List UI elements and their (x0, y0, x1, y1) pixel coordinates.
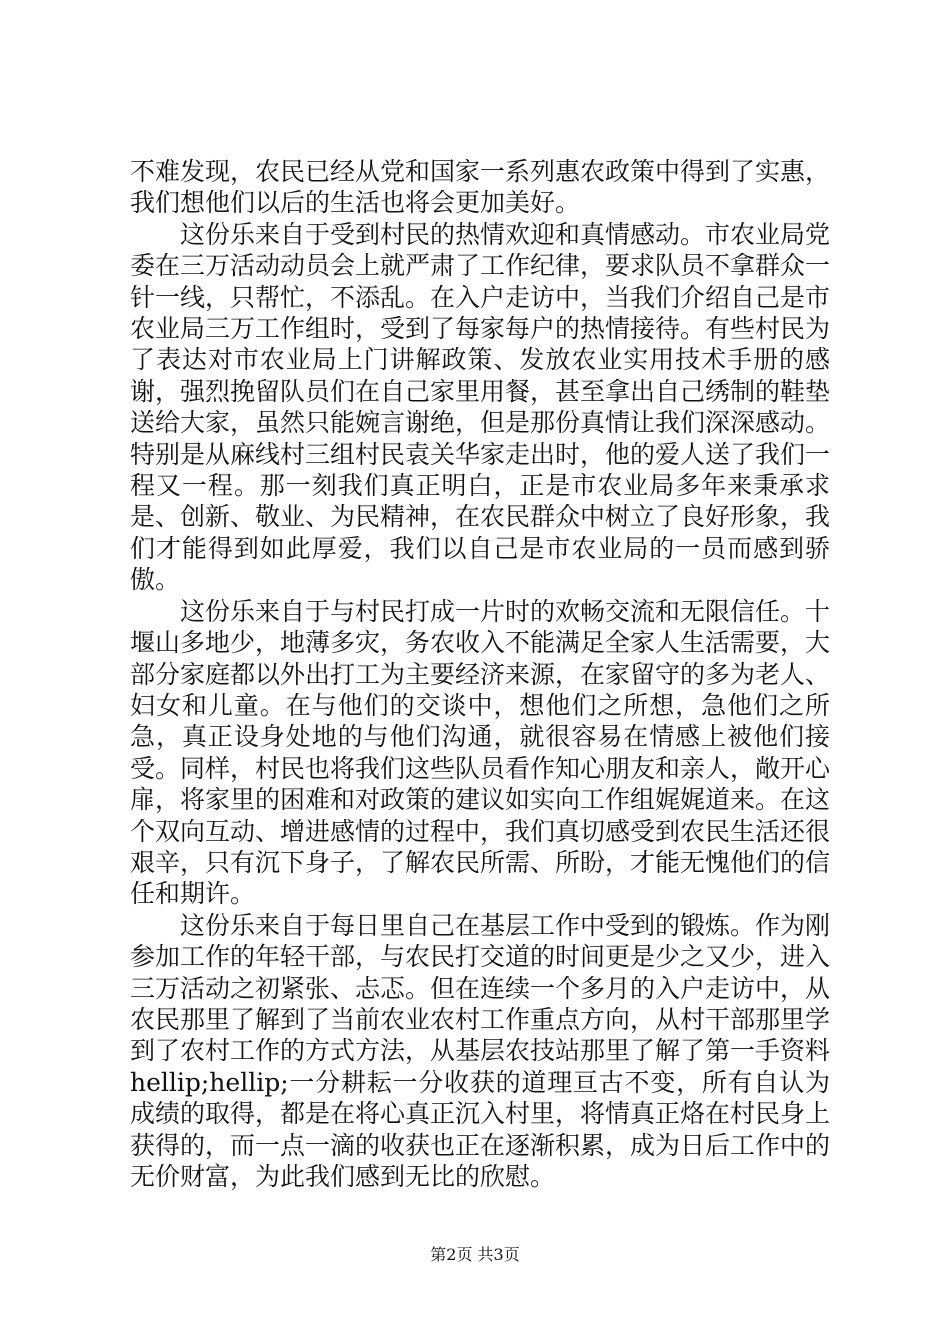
document-body (130, 156, 830, 1192)
paragraph-4: 这份乐来自于每日里自己在基层工作中受到的锻炼。作为刚参加工作的年轻干部，与农民打交道的时间更是少之又少，进入三万活动之初紧张、忐忑。但在连续一个多月的入户走访中，从农民那里了解到了当前农业农村工作重点方向，从村干部那里学到了农村工作的方式方法，从基层农技站那里了解了第一手资料hellip;hellip;一分耕耘一分收获的道理亘古不变，所有自认为成绩的取得，都是在将心真正沉入村里，将情真正烙在村民身上获得的，而一点一滴的收获也正在逐渐积累，成为日后工作中的无价财富，为此我们感到无比的欣慰。 (130, 910, 831, 1191)
page-number-footer: 第2页 共3页 (430, 1245, 520, 1264)
paragraph-1: 不难发现，农民已经从党和国家一系列惠农政策中得到了实惠，我们想他们以后的生活也将会更加美好。 (130, 157, 831, 218)
paragraph-2: 这份乐来自于受到村民的热情欢迎和真情感动。市农业局党委在三万活动动员会上就严肃了工作纪律，要求队员不拿群众一针一线，只帮忙，不添乱。在入户走访中，当我们介绍自己是市农业局三万工作组时，受到了每家每户的热情接待。有些村民为了表达对市农业局上门讲解政策、发放农业实用技术手册的感谢，强烈挽留队员们在自己家里用餐，甚至拿出自己绣制的鞋垫送给大家，虽然只能婉言谢绝，但是那份真情让我们深深感动。特别是从麻线村三组村民袁关华家走出时，他的爱人送了我们一程又一程。那一刻我们真正明白，正是市农业局多年来秉承求是、创新、敬业、为民精神，在农民群众中树立了良好形象，我们才能得到如此厚爱，我们以自己是市农业局的一员而感到骄傲。 (130, 219, 831, 595)
paragraph-3: 这份乐来自于与村民打成一片时的欢畅交流和无限信任。十堰山多地少，地薄多灾，务农收入不能满足全家人生活需要，大部分家庭都以外出打工为主要经济来源，在家留守的多为老人、妇女和儿童。在与他们的交谈中，想他们之所想，急他们之所急，真正设身处地的与他们沟通，就很容易在情感上被他们接受。同样，村民也将我们这些队员看作知心朋友和亲人，敞开心扉，将家里的困难和对政策的建议如实向工作组娓娓道来。在这个双向互动、增进感情的过程中，我们真切感受到农民生活还很艰辛，只有沉下身子，了解农民所需、所盼，才能无愧他们的信任和期许。 (130, 596, 831, 909)
